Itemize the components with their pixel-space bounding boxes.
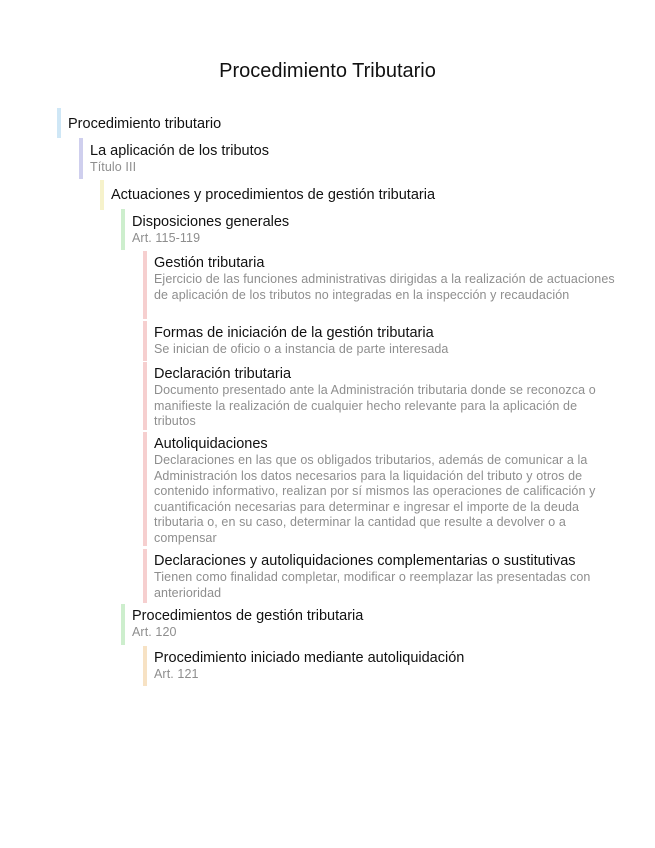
node-title: Declaraciones y autoliquidaciones complementarias o sustitutivas [154,553,576,569]
node-title: Disposiciones generales [132,214,290,230]
node-procedimientos-gestion[interactable] [121,604,647,645]
node-description: Declaraciones en las que os obligados tributarios, además de comunicar a la Administración los datos necesarios para la liquidación del tributo y otros de contenido informativo, realizan por sí mismos las operaciones de calificación y cuantificación necesarias para determinar e ingresar el importe de la deuda tributaria o, en su caso, determinar la cantidad que resulte a devolver o a compensar [154,453,596,545]
page-title: Procedimiento Tributario [219,60,436,82]
node-title: Procedimiento tributario [68,116,222,132]
node-autoliquidaciones[interactable] [143,432,618,546]
node-disposiciones-generales[interactable] [121,209,647,250]
node-declaracion-tributaria[interactable] [143,362,618,430]
node-title: Gestión tributaria [154,255,265,271]
node-title: Autoliquidaciones [154,436,268,452]
node-title: Declaración tributaria [154,366,292,382]
node-description: Documento presentado ante la Administración tributaria donde se reconozca o manifieste la realización de cualquier hecho relevante para la aplicación de tributos [154,383,596,429]
node-complementarias-sustitutivas[interactable] [143,549,643,603]
node-aplicacion-tributos[interactable] [79,138,647,179]
node-subtitle: Art. 121 [154,667,199,681]
node-subtitle: Art. 115-119 [132,231,201,245]
node-procedimiento-tributario[interactable] [57,108,647,138]
node-formas-iniciacion[interactable] [143,321,618,361]
node-actuaciones-procedimientos[interactable] [100,180,647,210]
node-title: Procedimiento iniciado mediante autoliquidación [154,650,465,666]
node-description: Ejercicio de las funciones administrativas dirigidas a la realización de actuaciones de aplicación de los tributos no integradas en la inspección y recaudación [154,272,615,302]
node-description: Tienen como finalidad completar, modificar o reemplazar las presentadas con anterioridad [154,570,591,600]
node-gestion-tributaria[interactable] [143,251,618,319]
node-procedimiento-autoliquidacion[interactable] [143,646,647,686]
node-title: Actuaciones y procedimientos de gestión tributaria [111,187,436,203]
node-subtitle: Art. 120 [132,625,177,639]
node-subtitle: Título III [90,160,137,174]
node-title: La aplicación de los tributos [90,143,269,159]
node-title: Formas de iniciación de la gestión tributaria [154,325,434,341]
node-title: Procedimientos de gestión tributaria [132,608,364,624]
node-description: Se inician de oficio o a instancia de parte interesada [154,342,449,356]
